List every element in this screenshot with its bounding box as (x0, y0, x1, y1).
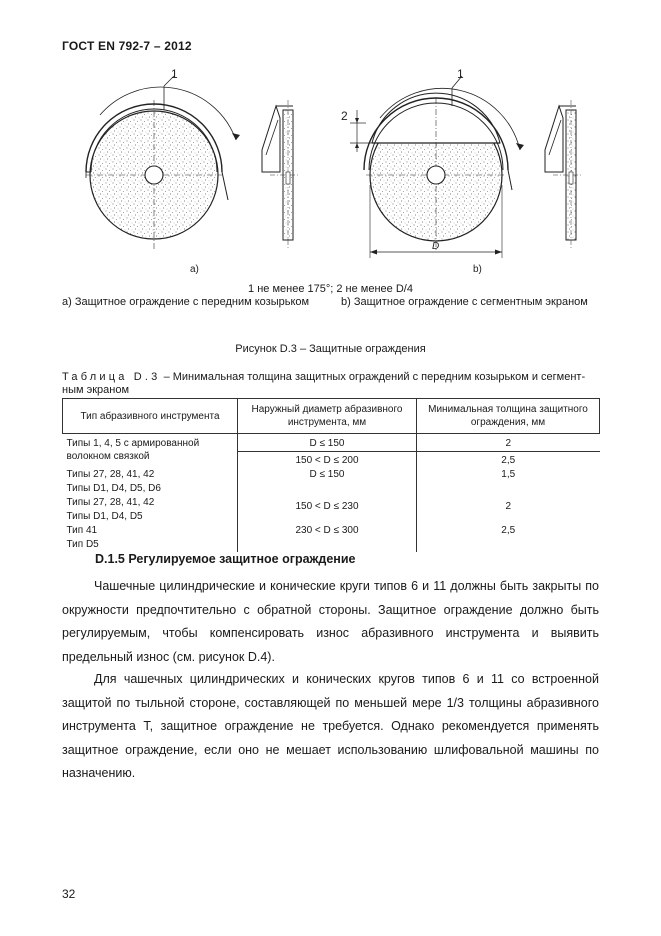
side-view-b (545, 100, 583, 250)
table-label: Таблица D.3 (62, 371, 161, 383)
cell-diameter: 150 < D ≤ 230 (238, 496, 417, 524)
cell-type-line: Типы 27, 28, 41, 42 (66, 497, 155, 508)
table-row (63, 524, 600, 552)
cell-type (63, 524, 238, 552)
callout-1-a: 1 (171, 67, 178, 81)
guard-figure (0, 0, 661, 290)
table-title-line2: ным экраном (62, 384, 130, 396)
table-title-line1: – Минимальная толщина защитных ограждений с передним козырьком и сегмент- (160, 371, 586, 383)
cell-type (63, 496, 238, 524)
cell-thickness: 1,5 (501, 469, 516, 480)
col-header-type: Тип абразивного инструмента (63, 399, 238, 434)
cell-diameter: D ≤ 150 (238, 468, 417, 496)
label-b: b) (473, 264, 482, 275)
cell-diameter: 230 < D ≤ 300 (238, 524, 417, 552)
table-row (63, 496, 600, 524)
table-row (63, 468, 600, 496)
thickness-table (62, 398, 600, 552)
cell-thickness: 2,5 (501, 525, 516, 536)
cell-type-line: Тип D5 (66, 539, 99, 550)
side-view-a (262, 100, 300, 250)
cell-thickness: 2 (505, 501, 512, 512)
document-header: ГОСТ EN 792-7 – 2012 (62, 39, 192, 53)
table-row (63, 434, 600, 452)
paragraph-1-text: Чашечные цилиндрические и конические круги типов 6 и 11 должны быть закрыты по окружности предпочтительно с обратной стороны. Защитное ограждение должно быть регулируемым, чтобы компенсировать износ абразивного инструмента и выявить предельный износ (см. рисунок D.4). (62, 579, 599, 664)
cell-type-line: Тип 41 (66, 525, 98, 536)
dim-d-label: D (432, 241, 440, 252)
section-heading: D.1.5 Регулируемое защитное ограждение (95, 552, 356, 566)
subcaption-a: а) Защитное ограждение с передним козырьком (62, 296, 310, 308)
cell-type-line: Типы D1, D4, D5, D6 (66, 483, 161, 494)
cell-type-line: Типы 27, 28, 41, 42 (66, 469, 155, 480)
cell-diameter: D ≤ 150 (238, 434, 417, 452)
figure-note: 1 не менее 175°; 2 не менее D/4 (248, 283, 413, 295)
table-title (62, 371, 602, 397)
cell-type: Типы 1, 4, 5 с армированной волокном связкой (63, 434, 238, 469)
cell-diameter: 150 < D ≤ 200 (238, 452, 417, 469)
cell-thickness: 2 (417, 434, 600, 452)
subcaption-b: b) Защитное ограждение с сегментным экраном (341, 296, 588, 308)
page-number: 32 (62, 887, 76, 901)
paragraph-2 (62, 668, 599, 786)
label-a: а) (190, 264, 199, 275)
callout-1-b: 1 (457, 67, 464, 81)
paragraph-2-text: Для чашечных цилиндрических и конических кругов типов 6 и 11 со встроенной защитой по тыльной стороне, составляющей по меньшей мере 1/3 толщины абразивного инструмента T, защитное ограждение не требуется. Однако рекомендуется применять защитное ограждение, если оно не мешает использованию шлифовальной машины по назначению. (62, 672, 599, 780)
col-header-diameter: Наружный диаметр абразивного инструмента, мм (238, 399, 417, 434)
figure-caption: Рисунок D.3 – Защитные ограждения (235, 343, 426, 355)
paragraph-1 (62, 575, 599, 669)
cell-thickness: 2,5 (501, 455, 516, 466)
callout-2-b: 2 (341, 109, 348, 123)
cell-type-line: Типы D1, D4, D5 (66, 511, 143, 522)
col-header-thickness: Минимальная толщина защитного ограждения, мм (417, 399, 600, 434)
cell-type (63, 468, 238, 496)
